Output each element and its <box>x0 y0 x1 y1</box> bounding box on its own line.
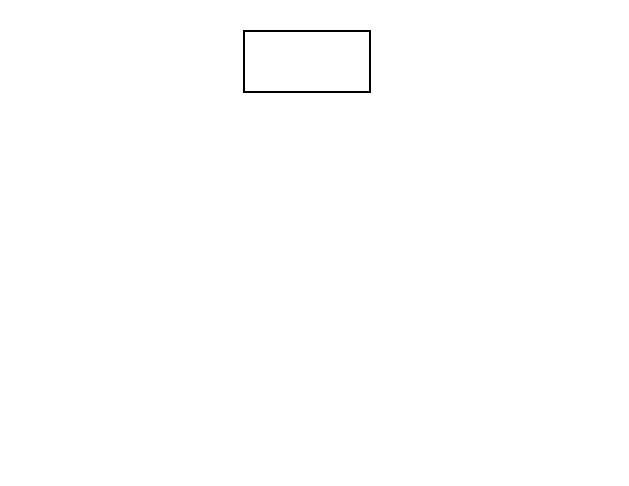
legend-box <box>243 30 371 93</box>
